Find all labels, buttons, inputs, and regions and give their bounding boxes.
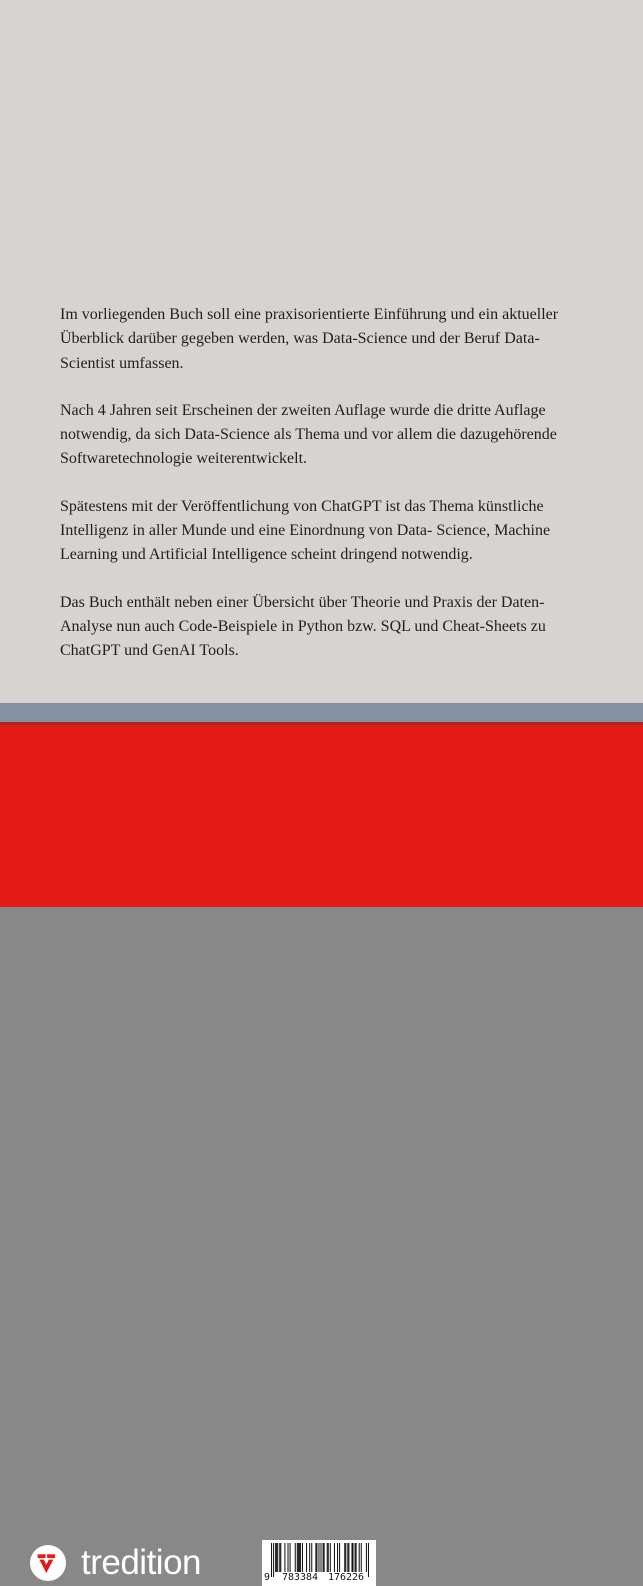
blurb-paragraph-4: Das Buch enthält neben einer Übersicht über Theorie und Praxis der Daten-Analyse nun auch Code-Beispiele in Python bzw. SQL und Cheat-Sheets zu ChatGPT und GenAI Tools.	[60, 593, 546, 660]
blurb-text-block	[60, 303, 588, 687]
publisher-footer	[0, 725, 643, 1583]
isbn-digit-group2: 176226	[324, 1572, 368, 1584]
tredition-logo-icon	[30, 1545, 66, 1581]
blurb-paragraph-1: Im vorliegenden Buch soll eine praxisorientierte Einführung und ein aktueller Überblick darüber gegeben werden, was Data-Science und der Beruf Data-Scientist umfassen.	[60, 306, 559, 372]
publisher-logo	[30, 1545, 201, 1581]
isbn-digits	[262, 1572, 376, 1584]
publisher-name: tredition	[81, 1543, 202, 1582]
isbn-barcode	[262, 1540, 376, 1586]
blurb-paragraph-3: Spätestens mit der Veröffentlichung von ChatGPT ist das Thema künstliche Intelligenz in aller Munde und eine Einordnung von Data- Science, Machine Learning und Artificial Intelligence scheint dringend notwendig.	[60, 497, 551, 564]
divider-band	[0, 703, 643, 725]
isbn-digit-lead: 9	[264, 1572, 271, 1583]
blurb-paragraph-2: Nach 4 Jahren seit Erscheinen der zweiten Auflage wurde die dritte Auflage notwendig, da sich Data-Science als Thema und vor allem die dazugehörende Softwaretechnologie weiterentwickelt.	[60, 401, 557, 468]
isbn-digit-group1: 783384	[278, 1572, 322, 1584]
